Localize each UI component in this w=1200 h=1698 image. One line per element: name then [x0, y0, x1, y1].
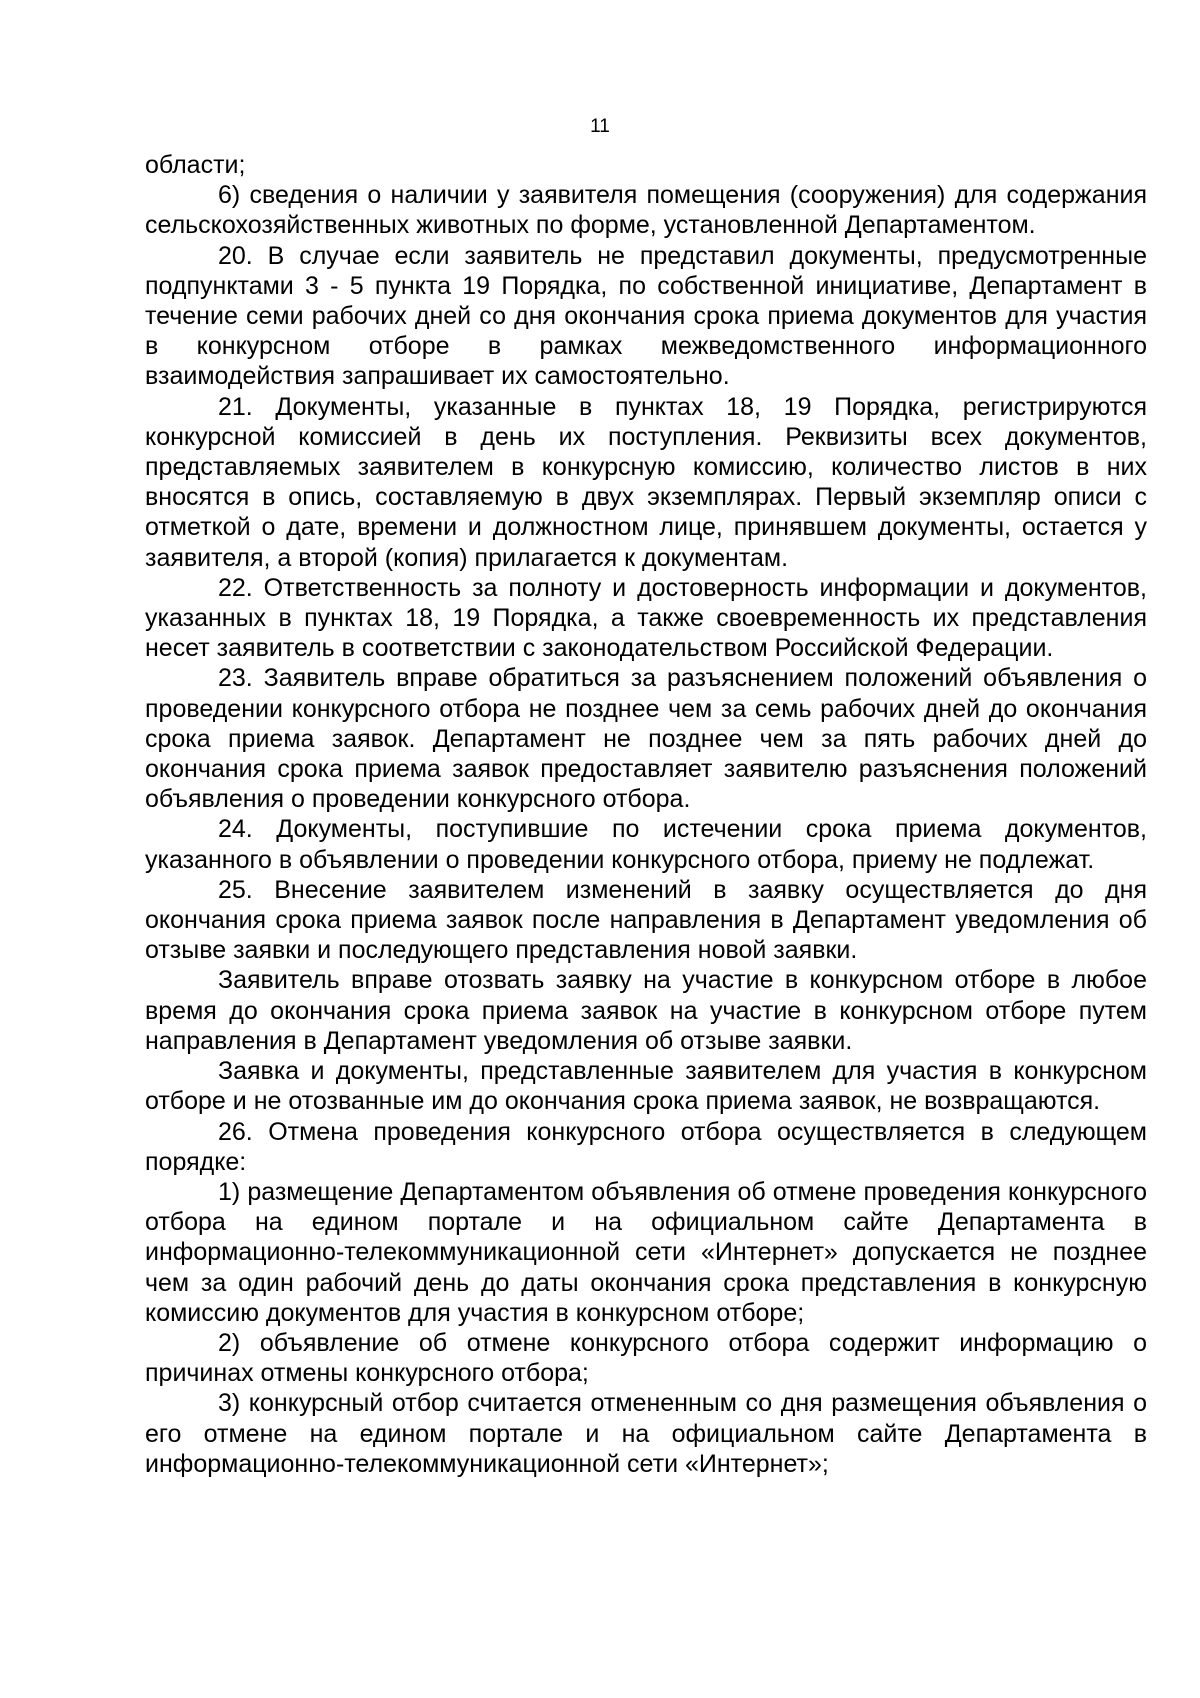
paragraph-26-item-1: 1) размещение Департаментом объявления об отмене проведения конкурсного отбора на едином портале и на официальном сайте Департамента в информационно-телекоммуникационной сети «Интернет» допускается не позднее чем за один рабочий день до даты окончания срока представления в конкурсную комиссию документов для участия в конкурсном отборе;	[145, 1177, 1147, 1327]
paragraph-21: 21. Документы, указанные в пунктах 18, 19 Порядка, регистрируются конкурсной комиссией в день их поступления. Реквизиты всех документов, представляемых заявителем в конкурсную комиссию, количество листов в них вносятся в опись, составляемую в двух экземплярах. Первый экземпляр описи с отметкой о дате, времени и должностном лице, принявшем документы, остается у заявителя, а второй (копия) прилагается к документам.	[145, 392, 1147, 572]
page-number: 11	[590, 116, 610, 137]
paragraph-24: 24. Документы, поступившие по истечении срока приема документов, указанного в объявлении о проведении конкурсного отбора, приему не подлежат.	[145, 815, 1147, 874]
paragraph-25-not-returned: Заявка и документы, представленные заявителем для участия в конкурсном отборе и не отозванные им до окончания срока приема заявок, не возвращаются.	[145, 1057, 1147, 1116]
document-body	[145, 150, 1147, 1479]
paragraph-25-withdrawal: Заявитель вправе отозвать заявку на участие в конкурсном отборе в любое время до окончания срока приема заявок на участие в конкурсном отборе путем направления в Департамент уведомления об отзыве заявки.	[145, 966, 1147, 1055]
paragraph-25: 25. Внесение заявителем изменений в заявку осуществляется до дня окончания срока приема заявок после направления в Департамент уведомления об отзыве заявки и последующего представления новой заявки.	[145, 875, 1147, 965]
paragraph-region-continuation: области;	[145, 151, 246, 179]
paragraph-20: 20. В случае если заявитель не представил документы, предусмотренные подпунктами 3 - 5 пункта 19 Порядка, по собственной инициативе, Департамент в течение семи рабочих дней со дня окончания срока приема документов для участия в конкурсном отборе в рамках межведомственного информационного взаимодействия запрашивает их самостоятельно.	[145, 241, 1147, 391]
paragraph-22: 22. Ответственность за полноту и достоверность информации и документов, указанных в пунктах 18, 19 Порядка, а также своевременность их представления несет заявитель в соответствии с законодательством Российской Федерации.	[145, 573, 1147, 663]
paragraph-26-item-3: 3) конкурсный отбор считается отмененным со дня размещения объявления о его отмене на едином портале и на официальном сайте Департамента в информационно-телекоммуникационной сети «Интернет»;	[145, 1389, 1147, 1478]
paragraph-26: 26. Отмена проведения конкурсного отбора осуществляется в следующем порядке:	[145, 1117, 1147, 1176]
paragraph-26-item-2: 2) объявление об отмене конкурсного отбора содержит информацию о причинах отмены конкурсного отбора;	[145, 1328, 1147, 1388]
paragraph-23: 23. Заявитель вправе обратиться за разъяснением положений объявления о проведении конкурсного отбора не позднее чем за семь рабочих дней до окончания срока приема заявок. Департамент не позднее чем за пять рабочих дней до окончания срока приема заявок предоставляет заявителю разъяснения положений объявления о проведении конкурсного отбора.	[145, 664, 1147, 814]
paragraph-item-6-premises: 6) сведения о наличии у заявителя помещения (сооружения) для содержания сельскохозяйственных животных по форме, установленной Департаментом.	[145, 181, 1147, 240]
